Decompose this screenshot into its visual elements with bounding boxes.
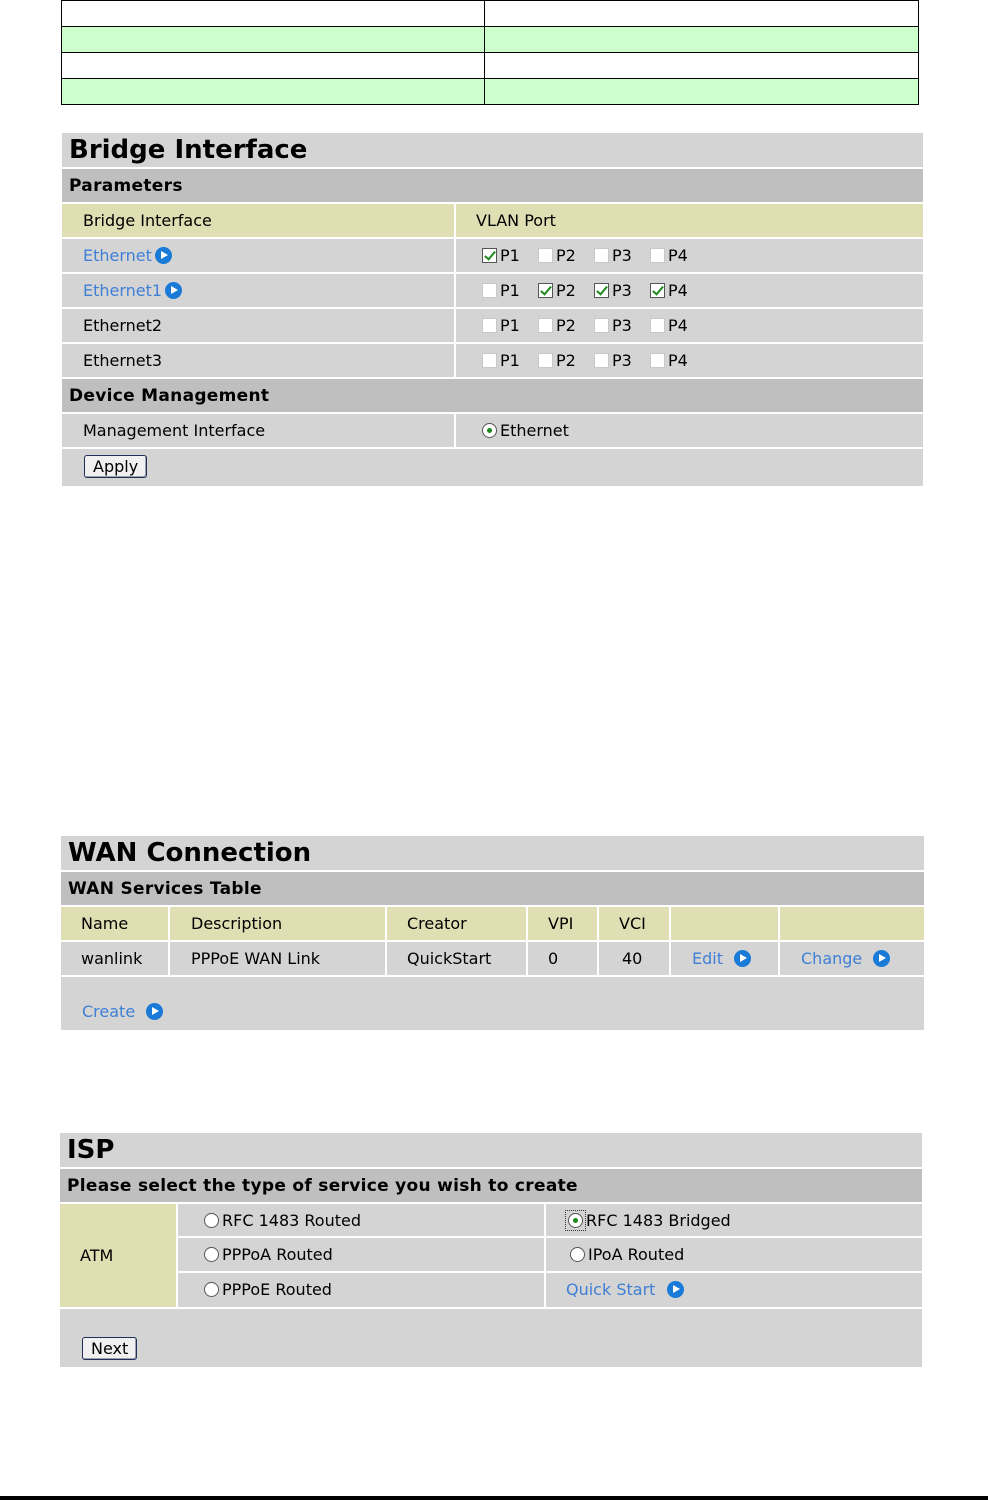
table-cell (485, 1, 919, 27)
checkbox-icon[interactable] (538, 353, 553, 368)
checkbox-icon[interactable] (594, 248, 609, 263)
create-row (61, 977, 924, 1027)
port-label: P1 (500, 246, 520, 265)
vlan-port-cell (456, 344, 923, 377)
checkbox-icon[interactable] (482, 318, 497, 333)
atm-options (178, 1204, 922, 1307)
checkbox-icon[interactable] (594, 318, 609, 333)
link-label: Change (801, 949, 863, 968)
cell-creator: QuickStart (387, 942, 528, 975)
port-label: P4 (668, 281, 688, 300)
link-label: Edit (692, 949, 723, 968)
isp-panel (60, 1133, 922, 1367)
radio-icon[interactable] (568, 1213, 583, 1228)
management-interface-label: Management Interface (62, 414, 456, 447)
bridge-name-cell (62, 239, 456, 272)
column-header-vpi: VPI (528, 907, 599, 940)
radio-label: Ethernet (500, 421, 569, 440)
port-label: P2 (556, 281, 576, 300)
option-cell (546, 1273, 922, 1307)
section-header-parameters: Parameters (62, 169, 923, 204)
port-p1-ethernet[interactable] (482, 246, 538, 265)
checkbox-icon[interactable] (650, 353, 665, 368)
port-p4-ethernet1[interactable] (650, 281, 706, 300)
cell-vpi: 0 (528, 942, 599, 975)
apply-button[interactable]: Apply (84, 455, 147, 478)
option-cell (178, 1238, 546, 1270)
ethernet1-link[interactable] (83, 281, 182, 300)
vlan-port-cell (456, 309, 923, 342)
port-p1-ethernet2[interactable] (482, 316, 538, 335)
port-label: P1 (500, 281, 520, 300)
radio-label: PPPoE Routed (222, 1280, 332, 1300)
pppoe-routed-radio[interactable] (204, 1280, 332, 1299)
option-cell (178, 1273, 546, 1307)
bridge-interface-panel (62, 133, 923, 486)
arrow-right-icon (873, 950, 890, 967)
port-p3-ethernet3[interactable] (594, 351, 650, 370)
option-cell (546, 1238, 922, 1270)
cell-name: wanlink (61, 942, 170, 975)
arrow-right-icon (146, 1003, 163, 1020)
radio-label: RFC 1483 Routed (222, 1210, 361, 1230)
port-label: P1 (500, 316, 520, 335)
edit-link[interactable] (692, 949, 751, 968)
table-header-row (62, 204, 923, 239)
checkbox-icon[interactable] (482, 248, 497, 263)
bridge-row-ethernet (62, 239, 923, 274)
change-link[interactable] (801, 949, 890, 968)
port-p4-ethernet3[interactable] (650, 351, 706, 370)
radio-label: IPoA Routed (588, 1245, 685, 1265)
section-header-device-management: Device Management (62, 379, 923, 414)
edit-cell (671, 942, 780, 975)
column-header-vci (599, 907, 671, 940)
arrow-right-icon (155, 247, 172, 264)
cell-vci: 40 (599, 942, 671, 975)
create-link[interactable] (82, 1002, 163, 1021)
panel-title: Bridge Interface (62, 133, 923, 169)
bridge-name-cell: Ethernet2 (62, 309, 456, 342)
port-label: P3 (612, 351, 632, 370)
link-label: Quick Start (566, 1280, 656, 1300)
bridge-row-ethernet3 (62, 344, 923, 379)
management-interface-radio[interactable] (482, 421, 569, 440)
port-label: P3 (612, 246, 632, 265)
arrow-right-icon (165, 282, 182, 299)
column-header-vlan-port: VLAN Port (476, 211, 556, 230)
link-label: Ethernet (83, 246, 152, 265)
header-label: VCI (619, 914, 646, 933)
table-cell (62, 27, 485, 53)
bridge-name-cell (62, 274, 456, 307)
column-header-description: Description (170, 907, 387, 940)
rfc1483-bridged-radio[interactable] (565, 1210, 731, 1231)
top-table-fragment (61, 0, 919, 105)
table-header-row (61, 907, 924, 942)
table-cell (62, 79, 485, 105)
management-interface-cell (456, 414, 923, 447)
port-label: P3 (612, 281, 632, 300)
option-cell (546, 1204, 922, 1236)
arrow-right-icon (734, 950, 751, 967)
management-interface-row (62, 414, 923, 449)
table-cell (62, 53, 485, 79)
option-row (178, 1204, 922, 1238)
port-p3-ethernet[interactable] (594, 246, 650, 265)
option-row (178, 1273, 922, 1307)
ethernet-link[interactable] (83, 246, 172, 265)
table-row (61, 942, 924, 977)
radio-icon[interactable] (482, 423, 497, 438)
radio-label: RFC 1483 Bridged (586, 1210, 731, 1230)
table-cell (485, 79, 919, 105)
port-p1-ethernet3[interactable] (482, 351, 538, 370)
panel-title: WAN Connection (61, 836, 924, 872)
change-cell (780, 942, 924, 975)
checkbox-icon[interactable] (650, 318, 665, 333)
panel-title: ISP (60, 1133, 922, 1169)
checkbox-icon[interactable] (482, 353, 497, 368)
port-label: P2 (556, 316, 576, 335)
option-row (178, 1238, 922, 1272)
port-p2-ethernet3[interactable] (538, 351, 594, 370)
port-label: P3 (612, 316, 632, 335)
checkbox-icon[interactable] (650, 283, 665, 298)
column-header-bridge-interface: Bridge Interface (62, 204, 456, 237)
checkbox-icon[interactable] (594, 353, 609, 368)
next-row (60, 1309, 922, 1365)
checkbox-icon[interactable] (650, 248, 665, 263)
pppoa-routed-radio[interactable] (204, 1245, 333, 1264)
vlan-port-cell (456, 274, 923, 307)
port-p2-ethernet2[interactable] (538, 316, 594, 335)
radio-icon[interactable] (204, 1247, 219, 1262)
column-header-name: Name (61, 907, 170, 940)
checkbox-icon[interactable] (594, 283, 609, 298)
port-p2-ethernet1[interactable] (538, 281, 594, 300)
option-cell (178, 1204, 546, 1236)
section-header-service-type: Please select the type of service you wish to create (60, 1169, 922, 1204)
port-p4-ethernet2[interactable] (650, 316, 706, 335)
port-label: P4 (668, 351, 688, 370)
radio-label: PPPoA Routed (222, 1245, 333, 1265)
checkbox-icon[interactable] (538, 283, 553, 298)
port-p3-ethernet1[interactable] (594, 281, 650, 300)
wan-connection-panel (61, 836, 924, 1030)
bridge-row-ethernet1 (62, 274, 923, 309)
rfc1483-routed-radio[interactable] (204, 1211, 361, 1230)
atm-options-block (60, 1204, 922, 1309)
next-button[interactable]: Next (82, 1337, 137, 1360)
section-header-wan-services: WAN Services Table (61, 872, 924, 907)
port-p1-ethernet1[interactable] (482, 281, 538, 300)
table-cell (485, 27, 919, 53)
radio-icon[interactable] (570, 1247, 585, 1262)
apply-row (62, 449, 923, 483)
atm-label: ATM (60, 1204, 178, 1307)
link-label: Create (82, 1002, 136, 1021)
bridge-row-ethernet2 (62, 309, 923, 344)
table-cell (62, 1, 485, 27)
arrow-right-icon (667, 1281, 684, 1298)
checkbox-icon[interactable] (482, 283, 497, 298)
table-cell (485, 53, 919, 79)
checkbox-icon[interactable] (538, 248, 553, 263)
footer-rule (0, 1496, 988, 1500)
ipoa-routed-radio[interactable] (570, 1245, 684, 1264)
port-label: P1 (500, 351, 520, 370)
port-label: P4 (668, 316, 688, 335)
port-label: P2 (556, 351, 576, 370)
column-header-blank (780, 907, 924, 940)
vlan-port-cell (456, 239, 923, 272)
port-p2-ethernet[interactable] (538, 246, 594, 265)
port-p3-ethernet2[interactable] (594, 316, 650, 335)
radio-icon[interactable] (204, 1213, 219, 1228)
column-header-creator: Creator (387, 907, 528, 940)
quick-start-link[interactable] (566, 1280, 684, 1299)
focus-ring (565, 1210, 586, 1231)
checkbox-icon[interactable] (538, 318, 553, 333)
radio-icon[interactable] (204, 1282, 219, 1297)
port-label: P4 (668, 246, 688, 265)
cell-description: PPPoE WAN Link (170, 942, 387, 975)
port-p4-ethernet[interactable] (650, 246, 706, 265)
bridge-name-cell: Ethernet3 (62, 344, 456, 377)
link-label: Ethernet1 (83, 281, 163, 300)
column-header-blank (671, 907, 780, 940)
port-label: P2 (556, 246, 576, 265)
